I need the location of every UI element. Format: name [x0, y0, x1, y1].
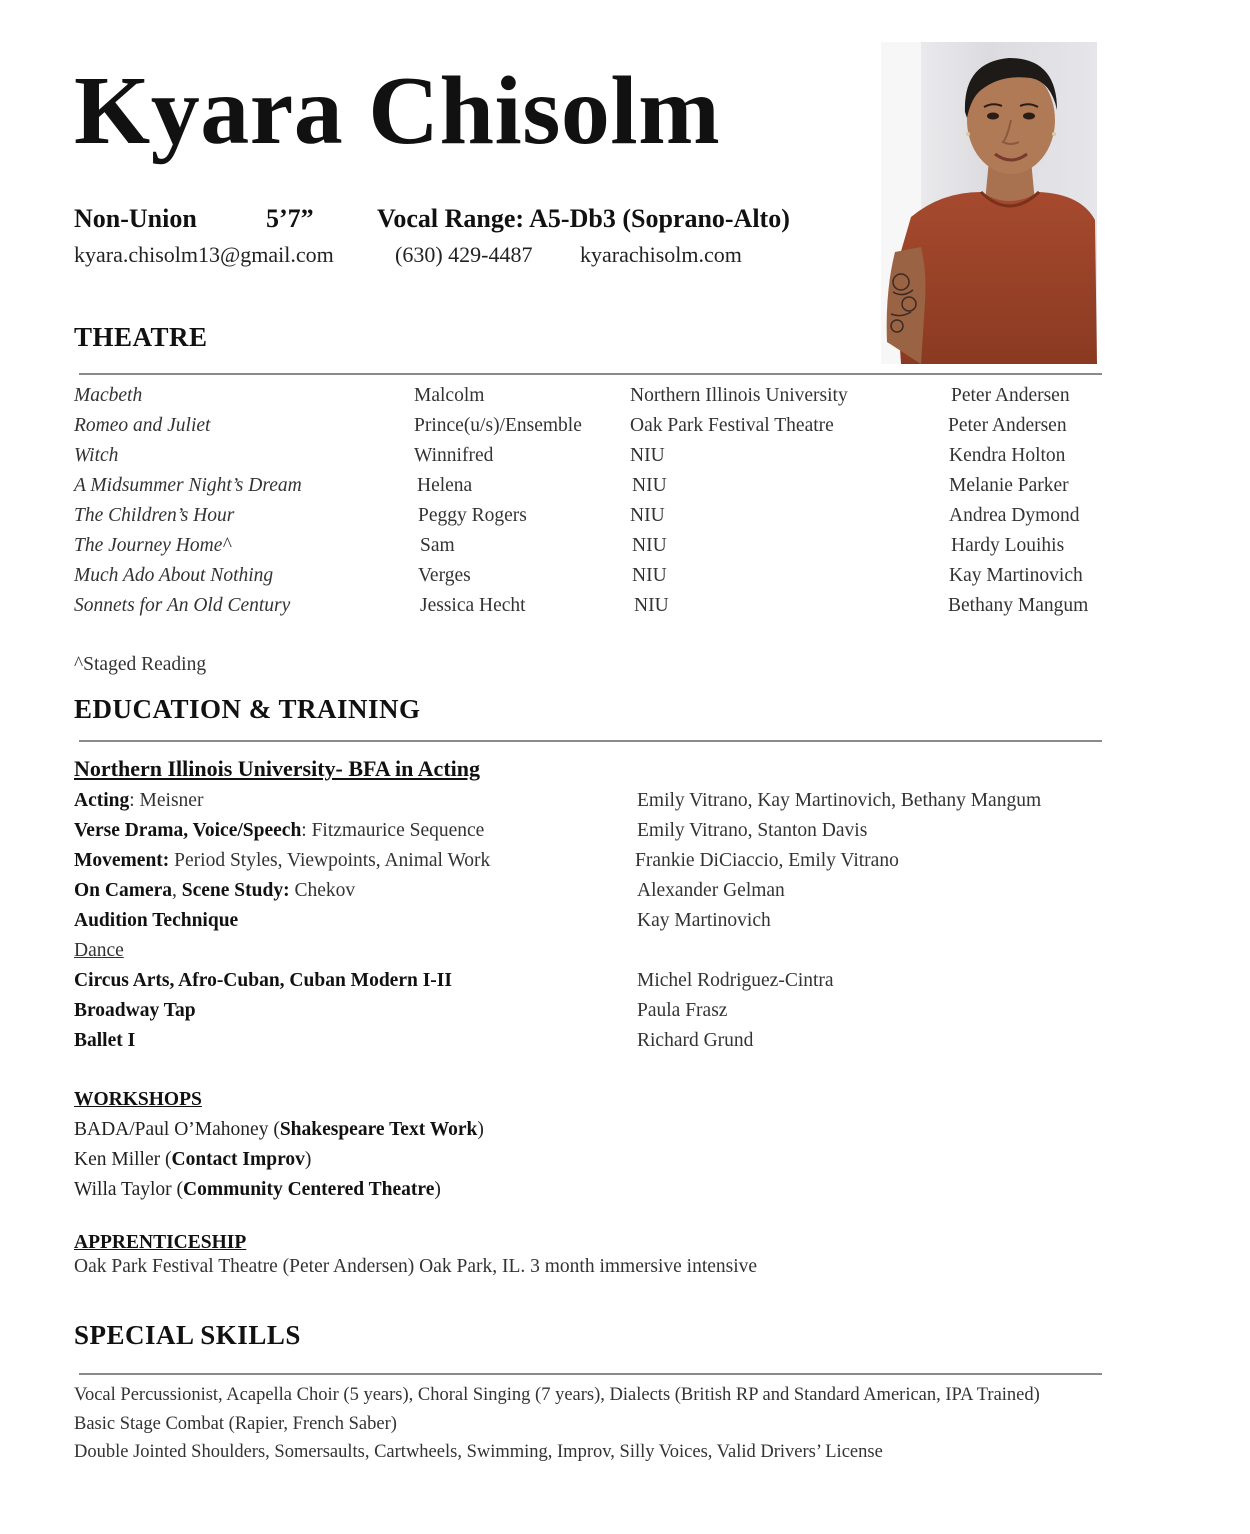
company: NIU — [630, 505, 665, 526]
role: Helena — [417, 475, 473, 496]
vocal-range: Vocal Range: A5-Db3 (Soprano-Alto) — [377, 204, 790, 233]
union-status: Non-Union — [74, 204, 197, 233]
company: Oak Park Festival Theatre — [630, 415, 834, 436]
director: Kendra Holton — [949, 445, 1066, 466]
director: Hardy Louihis — [951, 535, 1065, 556]
email-link[interactable]: kyara.chisolm13@gmail.com — [74, 242, 334, 267]
training-teachers: Emily Vitrano, Kay Martinovich, Bethany Mangum — [637, 790, 1042, 811]
training-row — [0, 850, 1250, 880]
show-title: The Journey Home^ — [74, 535, 231, 556]
training-teachers: Kay Martinovich — [637, 910, 771, 931]
headshot-photo — [881, 42, 1097, 364]
training-row — [0, 880, 1250, 910]
credit-row — [0, 415, 1250, 445]
phone-number: (630) 429-4487 — [395, 242, 533, 267]
workshop-item: BADA/Paul O’Mahoney (Shakespeare Text Work) — [74, 1119, 484, 1140]
website-link[interactable]: kyarachisolm.com — [580, 242, 742, 267]
education-heading: EDUCATION & TRAINING — [74, 694, 421, 724]
training-row — [0, 820, 1250, 850]
training-row — [0, 910, 1250, 940]
role: Jessica Hecht — [420, 595, 526, 616]
skills-divider — [79, 1373, 1102, 1375]
training-subject: Audition Technique — [74, 910, 239, 931]
workshops-heading: WORKSHOPS — [74, 1089, 202, 1110]
skill-line: Basic Stage Combat (Rapier, French Saber) — [74, 1414, 397, 1434]
training-subject: Scene Study: — [181, 880, 290, 901]
staged-reading-note: ^Staged Reading — [74, 654, 207, 675]
credit-row — [0, 565, 1250, 595]
dance-subheading: Dance — [74, 940, 124, 961]
director: Andrea Dymond — [949, 505, 1080, 526]
company: Northern Illinois University — [630, 385, 848, 406]
role: Sam — [420, 535, 455, 556]
theatre-divider — [79, 373, 1102, 375]
role: Winnifred — [414, 445, 494, 466]
credit-row — [0, 535, 1250, 565]
director: Melanie Parker — [949, 475, 1069, 496]
skill-line: Double Jointed Shoulders, Somersaults, Cartwheels, Swimming, Improv, Silly Voices, Valid Drivers’ License — [74, 1442, 883, 1462]
show-title: Sonnets for An Old Century — [74, 595, 291, 616]
training-subject: Movement: — [74, 850, 170, 871]
show-title: Much Ado About Nothing — [74, 565, 274, 586]
school-name: Northern Illinois University- BFA in Acting — [74, 756, 480, 781]
director: Peter Andersen — [951, 385, 1070, 406]
training-detail: Chekov — [289, 880, 356, 901]
company: NIU — [634, 595, 669, 616]
training-teachers: Emily Vitrano, Stanton Davis — [637, 820, 868, 841]
training-row — [0, 1000, 1250, 1030]
training-subject: Verse Drama, Voice/Speech — [74, 820, 302, 841]
training-row — [0, 970, 1250, 1000]
role: Prince(u/s)/Ensemble — [414, 415, 582, 436]
training-teachers: Richard Grund — [637, 1030, 754, 1051]
director: Peter Andersen — [948, 415, 1067, 436]
skills-heading: SPECIAL SKILLS — [74, 1320, 301, 1350]
training-subject: Circus Arts, Afro-Cuban, Cuban Modern I-II — [74, 970, 452, 991]
training-teachers: Alexander Gelman — [637, 880, 785, 901]
show-title: Witch — [74, 445, 119, 466]
training-subject: Ballet I — [74, 1030, 136, 1051]
company: NIU — [630, 445, 665, 466]
credit-row — [0, 385, 1250, 415]
credit-row — [0, 445, 1250, 475]
show-title: The Children’s Hour — [74, 505, 235, 526]
role: Malcolm — [414, 385, 485, 406]
training-subject: Acting — [74, 790, 130, 811]
training-row — [0, 790, 1250, 820]
training-detail: : Fitzmaurice Sequence — [301, 820, 485, 841]
show-title: A Midsummer Night’s Dream — [74, 475, 302, 496]
role: Verges — [418, 565, 471, 586]
show-title: Romeo and Juliet — [74, 415, 211, 436]
role: Peggy Rogers — [418, 505, 527, 526]
company: NIU — [632, 475, 667, 496]
training-row — [0, 1030, 1250, 1060]
apprenticeship-heading: APPRENTICESHIP — [74, 1232, 247, 1253]
workshop-item: Willa Taylor (Community Centered Theatre) — [74, 1179, 441, 1200]
training-teachers: Frankie DiCiaccio, Emily Vitrano — [635, 850, 899, 871]
company: NIU — [632, 535, 667, 556]
training-teachers: Michel Rodriguez-Cintra — [637, 970, 834, 991]
height: 5’7” — [266, 204, 314, 233]
education-divider — [79, 740, 1102, 742]
company: NIU — [632, 565, 667, 586]
resume-name: Kyara Chisolm — [74, 57, 721, 165]
skill-line: Vocal Percussionist, Acapella Choir (5 years), Choral Singing (7 years), Dialects (British RP and Standard American, IPA Trained) — [74, 1385, 1040, 1405]
theatre-heading: THEATRE — [74, 322, 208, 352]
training-subject: On Camera — [74, 880, 173, 901]
training-row — [0, 940, 1250, 970]
director: Kay Martinovich — [949, 565, 1083, 586]
training-separator: , — [172, 880, 182, 901]
credit-row — [0, 595, 1250, 625]
training-detail: Period Styles, Viewpoints, Animal Work — [169, 850, 491, 871]
training-teachers: Paula Frasz — [637, 1000, 728, 1021]
training-detail: : Meisner — [129, 790, 204, 811]
credit-row — [0, 475, 1250, 505]
workshop-item: Ken Miller (Contact Improv) — [74, 1149, 312, 1170]
apprenticeship-detail: Oak Park Festival Theatre (Peter Andersen) Oak Park, IL. 3 month immersive intensive — [74, 1256, 758, 1277]
director: Bethany Mangum — [948, 595, 1089, 616]
credit-row — [0, 505, 1250, 535]
training-subject: Broadway Tap — [74, 1000, 196, 1021]
show-title: Macbeth — [74, 385, 143, 406]
